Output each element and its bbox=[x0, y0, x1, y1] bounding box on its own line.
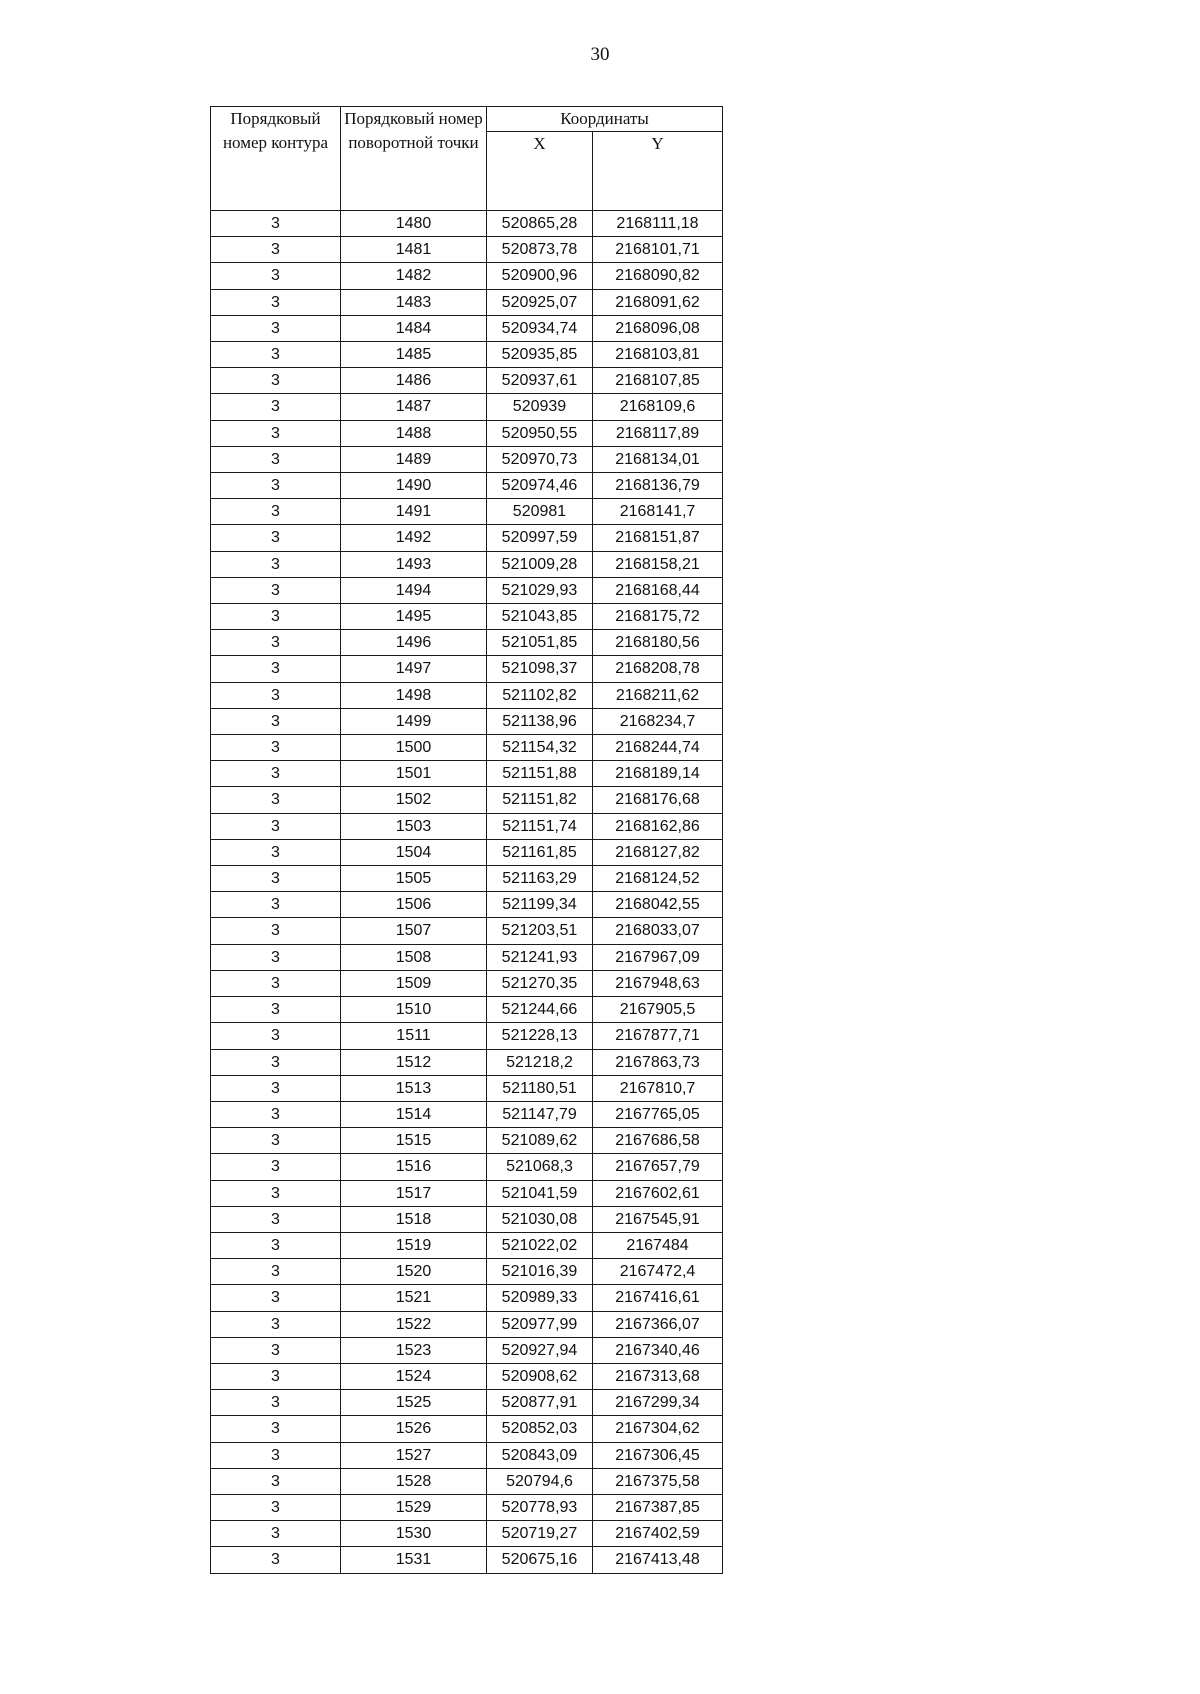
cell-contour: 3 bbox=[211, 839, 341, 865]
cell-contour: 3 bbox=[211, 368, 341, 394]
cell-x: 520865,28 bbox=[487, 211, 593, 237]
table-row bbox=[211, 1232, 723, 1258]
cell-contour: 3 bbox=[211, 1494, 341, 1520]
table-row bbox=[211, 211, 723, 237]
cell-x: 520937,61 bbox=[487, 368, 593, 394]
cell-point: 1499 bbox=[341, 708, 487, 734]
cell-contour: 3 bbox=[211, 237, 341, 263]
cell-contour: 3 bbox=[211, 1442, 341, 1468]
cell-x: 521043,85 bbox=[487, 604, 593, 630]
cell-y: 2167304,62 bbox=[593, 1416, 723, 1442]
cell-contour: 3 bbox=[211, 944, 341, 970]
table-row bbox=[211, 918, 723, 944]
table-row bbox=[211, 761, 723, 787]
cell-point: 1490 bbox=[341, 473, 487, 499]
cell-x: 520900,96 bbox=[487, 263, 593, 289]
cell-point: 1527 bbox=[341, 1442, 487, 1468]
cell-contour: 3 bbox=[211, 1154, 341, 1180]
cell-contour: 3 bbox=[211, 577, 341, 603]
table-body bbox=[211, 211, 723, 1574]
cell-y: 2167877,71 bbox=[593, 1023, 723, 1049]
cell-y: 2168109,6 bbox=[593, 394, 723, 420]
cell-point: 1495 bbox=[341, 604, 487, 630]
table-row bbox=[211, 473, 723, 499]
cell-x: 521030,08 bbox=[487, 1206, 593, 1232]
cell-point: 1530 bbox=[341, 1521, 487, 1547]
cell-contour: 3 bbox=[211, 682, 341, 708]
cell-x: 520925,07 bbox=[487, 289, 593, 315]
cell-contour: 3 bbox=[211, 1468, 341, 1494]
table-row bbox=[211, 735, 723, 761]
cell-x: 521241,93 bbox=[487, 944, 593, 970]
cell-y: 2168234,7 bbox=[593, 708, 723, 734]
cell-contour: 3 bbox=[211, 1363, 341, 1389]
cell-y: 2167366,07 bbox=[593, 1311, 723, 1337]
cell-contour: 3 bbox=[211, 892, 341, 918]
header-y: Y bbox=[593, 132, 723, 211]
table-row bbox=[211, 289, 723, 315]
cell-point: 1509 bbox=[341, 970, 487, 996]
cell-y: 2168158,21 bbox=[593, 551, 723, 577]
cell-point: 1515 bbox=[341, 1128, 487, 1154]
cell-y: 2168127,82 bbox=[593, 839, 723, 865]
cell-point: 1498 bbox=[341, 682, 487, 708]
table-row bbox=[211, 1259, 723, 1285]
cell-y: 2167340,46 bbox=[593, 1337, 723, 1363]
cell-x: 521089,62 bbox=[487, 1128, 593, 1154]
table-row bbox=[211, 1180, 723, 1206]
cell-x: 521199,34 bbox=[487, 892, 593, 918]
cell-contour: 3 bbox=[211, 1101, 341, 1127]
coordinates-table bbox=[210, 106, 723, 1574]
cell-contour: 3 bbox=[211, 1416, 341, 1442]
cell-x: 520873,78 bbox=[487, 237, 593, 263]
cell-contour: 3 bbox=[211, 787, 341, 813]
cell-x: 520852,03 bbox=[487, 1416, 593, 1442]
cell-point: 1519 bbox=[341, 1232, 487, 1258]
table-header bbox=[211, 107, 723, 211]
cell-x: 520950,55 bbox=[487, 420, 593, 446]
cell-y: 2168091,62 bbox=[593, 289, 723, 315]
cell-contour: 3 bbox=[211, 499, 341, 525]
cell-y: 2168244,74 bbox=[593, 735, 723, 761]
table-row bbox=[211, 1311, 723, 1337]
table-row bbox=[211, 1023, 723, 1049]
cell-contour: 3 bbox=[211, 342, 341, 368]
cell-point: 1506 bbox=[341, 892, 487, 918]
cell-point: 1491 bbox=[341, 499, 487, 525]
table-row bbox=[211, 1547, 723, 1573]
cell-point: 1504 bbox=[341, 839, 487, 865]
cell-x: 521244,66 bbox=[487, 997, 593, 1023]
cell-x: 520997,59 bbox=[487, 525, 593, 551]
cell-x: 521138,96 bbox=[487, 708, 593, 734]
table-row bbox=[211, 525, 723, 551]
cell-contour: 3 bbox=[211, 761, 341, 787]
cell-point: 1497 bbox=[341, 656, 487, 682]
cell-y: 2167657,79 bbox=[593, 1154, 723, 1180]
cell-x: 521163,29 bbox=[487, 866, 593, 892]
table-row bbox=[211, 1521, 723, 1547]
cell-y: 2168141,7 bbox=[593, 499, 723, 525]
cell-x: 521051,85 bbox=[487, 630, 593, 656]
cell-y: 2168033,07 bbox=[593, 918, 723, 944]
cell-y: 2167306,45 bbox=[593, 1442, 723, 1468]
header-coordinates: Координаты bbox=[487, 107, 723, 132]
table-row bbox=[211, 1049, 723, 1075]
cell-y: 2168117,89 bbox=[593, 420, 723, 446]
table-row bbox=[211, 656, 723, 682]
cell-contour: 3 bbox=[211, 997, 341, 1023]
cell-y: 2168189,14 bbox=[593, 761, 723, 787]
cell-contour: 3 bbox=[211, 446, 341, 472]
cell-x: 521068,3 bbox=[487, 1154, 593, 1180]
table-row bbox=[211, 1285, 723, 1311]
cell-y: 2168124,52 bbox=[593, 866, 723, 892]
page-number: 30 bbox=[590, 44, 610, 65]
cell-contour: 3 bbox=[211, 1285, 341, 1311]
cell-point: 1500 bbox=[341, 735, 487, 761]
cell-contour: 3 bbox=[211, 525, 341, 551]
table-row bbox=[211, 892, 723, 918]
cell-point: 1524 bbox=[341, 1363, 487, 1389]
cell-contour: 3 bbox=[211, 1180, 341, 1206]
cell-y: 2167387,85 bbox=[593, 1494, 723, 1520]
table-row bbox=[211, 1442, 723, 1468]
cell-y: 2168101,71 bbox=[593, 237, 723, 263]
header-turning-point-number: Порядковый номер поворотной точки bbox=[341, 107, 487, 211]
cell-x: 521147,79 bbox=[487, 1101, 593, 1127]
table-row bbox=[211, 342, 723, 368]
cell-y: 2167416,61 bbox=[593, 1285, 723, 1311]
cell-point: 1507 bbox=[341, 918, 487, 944]
table-row bbox=[211, 499, 723, 525]
cell-y: 2168103,81 bbox=[593, 342, 723, 368]
cell-x: 521270,35 bbox=[487, 970, 593, 996]
cell-point: 1484 bbox=[341, 315, 487, 341]
cell-contour: 3 bbox=[211, 1075, 341, 1101]
cell-point: 1526 bbox=[341, 1416, 487, 1442]
cell-x: 520877,91 bbox=[487, 1390, 593, 1416]
cell-x: 521041,59 bbox=[487, 1180, 593, 1206]
cell-contour: 3 bbox=[211, 604, 341, 630]
cell-y: 2168136,79 bbox=[593, 473, 723, 499]
cell-contour: 3 bbox=[211, 970, 341, 996]
cell-y: 2167948,63 bbox=[593, 970, 723, 996]
cell-y: 2167602,61 bbox=[593, 1180, 723, 1206]
cell-contour: 3 bbox=[211, 211, 341, 237]
table-row bbox=[211, 551, 723, 577]
cell-point: 1518 bbox=[341, 1206, 487, 1232]
cell-x: 520939 bbox=[487, 394, 593, 420]
cell-x: 521009,28 bbox=[487, 551, 593, 577]
cell-y: 2168176,68 bbox=[593, 787, 723, 813]
header-contour-number: Порядковый номер контура bbox=[211, 107, 341, 211]
cell-point: 1529 bbox=[341, 1494, 487, 1520]
table-row bbox=[211, 1337, 723, 1363]
table-row bbox=[211, 420, 723, 446]
cell-x: 521180,51 bbox=[487, 1075, 593, 1101]
cell-contour: 3 bbox=[211, 1206, 341, 1232]
cell-y: 2168096,08 bbox=[593, 315, 723, 341]
cell-point: 1502 bbox=[341, 787, 487, 813]
cell-x: 521151,88 bbox=[487, 761, 593, 787]
cell-y: 2167905,5 bbox=[593, 997, 723, 1023]
table-row bbox=[211, 263, 723, 289]
table-row bbox=[211, 708, 723, 734]
table-row bbox=[211, 970, 723, 996]
cell-x: 521228,13 bbox=[487, 1023, 593, 1049]
cell-x: 520927,94 bbox=[487, 1337, 593, 1363]
table-row bbox=[211, 1206, 723, 1232]
cell-point: 1486 bbox=[341, 368, 487, 394]
table-row bbox=[211, 1390, 723, 1416]
cell-x: 520970,73 bbox=[487, 446, 593, 472]
header-x: X bbox=[487, 132, 593, 211]
cell-x: 521154,32 bbox=[487, 735, 593, 761]
cell-contour: 3 bbox=[211, 394, 341, 420]
table-row bbox=[211, 1075, 723, 1101]
table-row bbox=[211, 682, 723, 708]
cell-y: 2168162,86 bbox=[593, 813, 723, 839]
cell-x: 520989,33 bbox=[487, 1285, 593, 1311]
cell-x: 520934,74 bbox=[487, 315, 593, 341]
cell-x: 521203,51 bbox=[487, 918, 593, 944]
cell-contour: 3 bbox=[211, 656, 341, 682]
cell-point: 1494 bbox=[341, 577, 487, 603]
cell-contour: 3 bbox=[211, 813, 341, 839]
cell-x: 520974,46 bbox=[487, 473, 593, 499]
table-row bbox=[211, 787, 723, 813]
cell-x: 521151,82 bbox=[487, 787, 593, 813]
cell-y: 2168042,55 bbox=[593, 892, 723, 918]
table-row bbox=[211, 1363, 723, 1389]
cell-y: 2168111,18 bbox=[593, 211, 723, 237]
cell-contour: 3 bbox=[211, 1049, 341, 1075]
cell-point: 1480 bbox=[341, 211, 487, 237]
cell-contour: 3 bbox=[211, 866, 341, 892]
table-row bbox=[211, 997, 723, 1023]
table-row bbox=[211, 1416, 723, 1442]
table-row bbox=[211, 577, 723, 603]
cell-y: 2168090,82 bbox=[593, 263, 723, 289]
table-row bbox=[211, 944, 723, 970]
cell-y: 2168211,62 bbox=[593, 682, 723, 708]
cell-point: 1483 bbox=[341, 289, 487, 315]
cell-point: 1505 bbox=[341, 866, 487, 892]
cell-point: 1501 bbox=[341, 761, 487, 787]
cell-y: 2167765,05 bbox=[593, 1101, 723, 1127]
cell-point: 1487 bbox=[341, 394, 487, 420]
cell-y: 2167402,59 bbox=[593, 1521, 723, 1547]
cell-y: 2168180,56 bbox=[593, 630, 723, 656]
cell-point: 1512 bbox=[341, 1049, 487, 1075]
cell-y: 2167375,58 bbox=[593, 1468, 723, 1494]
table-row bbox=[211, 394, 723, 420]
cell-point: 1528 bbox=[341, 1468, 487, 1494]
cell-point: 1523 bbox=[341, 1337, 487, 1363]
cell-y: 2167863,73 bbox=[593, 1049, 723, 1075]
cell-x: 520935,85 bbox=[487, 342, 593, 368]
cell-contour: 3 bbox=[211, 1390, 341, 1416]
table-row bbox=[211, 368, 723, 394]
cell-point: 1516 bbox=[341, 1154, 487, 1180]
cell-point: 1514 bbox=[341, 1101, 487, 1127]
cell-x: 521098,37 bbox=[487, 656, 593, 682]
cell-contour: 3 bbox=[211, 1259, 341, 1285]
cell-contour: 3 bbox=[211, 735, 341, 761]
cell-contour: 3 bbox=[211, 473, 341, 499]
cell-y: 2167472,4 bbox=[593, 1259, 723, 1285]
cell-contour: 3 bbox=[211, 1521, 341, 1547]
table-row bbox=[211, 813, 723, 839]
cell-contour: 3 bbox=[211, 1547, 341, 1573]
cell-point: 1488 bbox=[341, 420, 487, 446]
cell-x: 521029,93 bbox=[487, 577, 593, 603]
table-row bbox=[211, 237, 723, 263]
cell-x: 521016,39 bbox=[487, 1259, 593, 1285]
table-row bbox=[211, 630, 723, 656]
cell-point: 1508 bbox=[341, 944, 487, 970]
table-row bbox=[211, 866, 723, 892]
cell-y: 2168168,44 bbox=[593, 577, 723, 603]
cell-contour: 3 bbox=[211, 1023, 341, 1049]
table-row bbox=[211, 1468, 723, 1494]
cell-contour: 3 bbox=[211, 630, 341, 656]
cell-y: 2167413,48 bbox=[593, 1547, 723, 1573]
cell-y: 2168134,01 bbox=[593, 446, 723, 472]
cell-contour: 3 bbox=[211, 289, 341, 315]
cell-point: 1489 bbox=[341, 446, 487, 472]
cell-point: 1496 bbox=[341, 630, 487, 656]
cell-y: 2167686,58 bbox=[593, 1128, 723, 1154]
cell-x: 520719,27 bbox=[487, 1521, 593, 1547]
cell-point: 1492 bbox=[341, 525, 487, 551]
cell-contour: 3 bbox=[211, 1311, 341, 1337]
cell-y: 2168107,85 bbox=[593, 368, 723, 394]
table-row bbox=[211, 1154, 723, 1180]
cell-x: 520675,16 bbox=[487, 1547, 593, 1573]
cell-x: 521161,85 bbox=[487, 839, 593, 865]
cell-point: 1513 bbox=[341, 1075, 487, 1101]
cell-y: 2168175,72 bbox=[593, 604, 723, 630]
cell-point: 1517 bbox=[341, 1180, 487, 1206]
cell-y: 2168208,78 bbox=[593, 656, 723, 682]
table-row bbox=[211, 839, 723, 865]
cell-point: 1482 bbox=[341, 263, 487, 289]
table-row bbox=[211, 1101, 723, 1127]
cell-x: 520794,6 bbox=[487, 1468, 593, 1494]
cell-contour: 3 bbox=[211, 708, 341, 734]
table-row bbox=[211, 1128, 723, 1154]
cell-y: 2167545,91 bbox=[593, 1206, 723, 1232]
table-row bbox=[211, 1494, 723, 1520]
cell-y: 2167967,09 bbox=[593, 944, 723, 970]
cell-y: 2167299,34 bbox=[593, 1390, 723, 1416]
cell-contour: 3 bbox=[211, 315, 341, 341]
table-row bbox=[211, 446, 723, 472]
cell-contour: 3 bbox=[211, 420, 341, 446]
cell-point: 1493 bbox=[341, 551, 487, 577]
cell-x: 520843,09 bbox=[487, 1442, 593, 1468]
cell-contour: 3 bbox=[211, 263, 341, 289]
cell-y: 2168151,87 bbox=[593, 525, 723, 551]
cell-y: 2167810,7 bbox=[593, 1075, 723, 1101]
cell-contour: 3 bbox=[211, 1337, 341, 1363]
cell-point: 1481 bbox=[341, 237, 487, 263]
cell-point: 1522 bbox=[341, 1311, 487, 1337]
cell-y: 2167484 bbox=[593, 1232, 723, 1258]
cell-point: 1521 bbox=[341, 1285, 487, 1311]
table-row bbox=[211, 315, 723, 341]
cell-point: 1510 bbox=[341, 997, 487, 1023]
cell-x: 520977,99 bbox=[487, 1311, 593, 1337]
table-row bbox=[211, 604, 723, 630]
cell-contour: 3 bbox=[211, 1232, 341, 1258]
cell-point: 1525 bbox=[341, 1390, 487, 1416]
cell-point: 1531 bbox=[341, 1547, 487, 1573]
cell-contour: 3 bbox=[211, 1128, 341, 1154]
cell-x: 521102,82 bbox=[487, 682, 593, 708]
cell-x: 520778,93 bbox=[487, 1494, 593, 1520]
cell-contour: 3 bbox=[211, 918, 341, 944]
cell-x: 520981 bbox=[487, 499, 593, 525]
cell-x: 521218,2 bbox=[487, 1049, 593, 1075]
cell-contour: 3 bbox=[211, 551, 341, 577]
cell-point: 1511 bbox=[341, 1023, 487, 1049]
cell-point: 1485 bbox=[341, 342, 487, 368]
cell-point: 1503 bbox=[341, 813, 487, 839]
cell-x: 521022,02 bbox=[487, 1232, 593, 1258]
cell-x: 520908,62 bbox=[487, 1363, 593, 1389]
cell-point: 1520 bbox=[341, 1259, 487, 1285]
cell-x: 521151,74 bbox=[487, 813, 593, 839]
cell-y: 2167313,68 bbox=[593, 1363, 723, 1389]
